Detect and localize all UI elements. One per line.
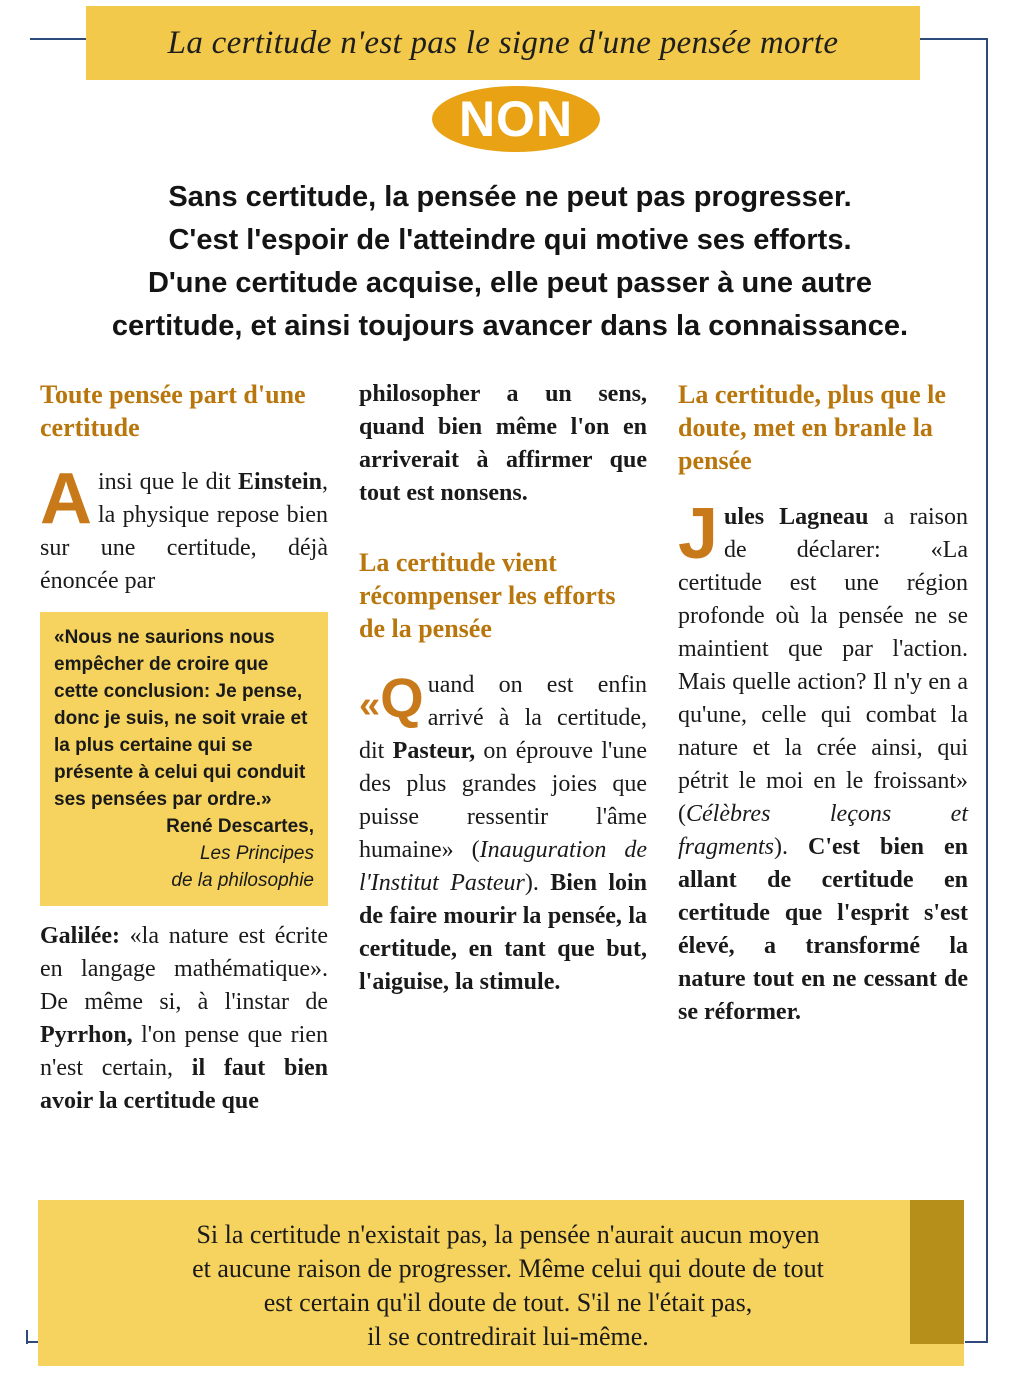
frame-line [986,38,988,1343]
text-run: l'on pense que rien n'est certain, [40,1022,328,1081]
section-heading: Toute pensée part d'une certitude [40,380,306,442]
frame-line [30,38,90,40]
conclusion-box [38,1200,964,1366]
text-run-bold: Galilée: [40,923,120,949]
text-run-italic: Célèbres leçons et fragments [678,801,968,860]
quote-text: «Nous ne saurions nous empêcher de croire que cette conclusion: Je pense, donc je suis, ne soit vraie et la plus certaine qui se présente à celui qui conduit ses pensées par ordre.» [54,627,308,810]
text-run: ). [524,870,551,896]
quote-work: de la philosophie [171,870,314,891]
text-run-bold: Bien loin de faire mourir la pensée, la certitude, en tant que but, l'aiguise, la stimule. [359,870,647,995]
frame-line [920,38,988,40]
conclusion-line: et aucune raison de progresser. Même celui qui doute de tout [192,1254,824,1283]
lead-line: C'est l'espoir de l'atteindre qui motive ses efforts. [168,224,852,256]
text-run-bold: Einstein [237,469,322,495]
lead-line: Sans certitude, la pensée ne peut pas progresser. [168,181,852,213]
text-run: on éprouve l'une des plus grandes joies que puisse ressentir l'âme humaine» ( [359,738,647,863]
conclusion-text [108,1218,908,1354]
drop-cap: A [40,459,92,539]
column-2 [359,378,647,999]
paragraph [678,494,968,1029]
paragraph [359,666,647,999]
text-run-bold: Pasteur, [392,738,476,764]
lead-paragraph [60,176,960,348]
non-badge [432,86,600,152]
decorative-strip [910,1200,964,1344]
text-run: a raison de déclarer: «La certitude est une région profonde où la pensée ne se maintient que par l'action. Mais quelle action? Il n'y en a qu'une, celle qui combat la nature et la crée ainsi, qui pétrit le moi en le froissant» ( [678,504,968,827]
badge-label: NON [458,91,574,147]
lead-line: certitude, et ainsi toujours avancer dans la connaissance. [111,310,909,342]
text-run: ). [774,834,808,860]
title-banner [86,6,920,80]
text-run-bold: C'est bien en allant de certitude en certitude que l'esprit s'est élevé, a transformé la nature tout en ne cessant de se réformer. [678,834,968,1025]
section-heading: La certitude vient récompenser les efforts de la pensée [359,548,616,643]
text-run-bold: Pyrrhon, [40,1022,133,1048]
conclusion-line: il se contredirait lui-même. [367,1322,649,1351]
paragraph [40,459,328,598]
paragraph [40,920,328,1118]
drop-cap [359,666,424,730]
section-heading: La certitude, plus que le doute, met en branle la pensée [678,380,946,475]
text-run: uand on est enfin arrivé à la certitude, dit [359,672,647,764]
text-run-bold: ules Lagneau [724,504,869,530]
page-title: La certitude n'est pas le signe d'une pensée morte [167,24,839,61]
column-3 [678,378,968,1029]
paragraph: philosopher a un sens, quand bien même l'on en arriverait à affirmer que tout est nonsens. [359,381,647,506]
drop-cap-letter: Q [380,666,424,729]
quote-work: Les Principes [199,843,314,864]
text-run-italic: Inauguration de l'Institut Pasteur [359,837,647,896]
text-run: «la nature est écrite en langage mathématique». De même si, à l'instar de [40,923,328,1015]
conclusion-line: est certain qu'il doute de tout. S'il ne l'était pas, [263,1288,753,1317]
column-1 [40,378,328,1118]
lead-line: D'une certitude acquise, elle peut passer à une autre [147,267,873,299]
quote-mark: « [359,684,381,726]
text-run: insi que le dit [98,469,238,495]
frame-line [965,1341,988,1343]
text-run: , la physique repose bien sur une certitude, déjà énoncée par [40,469,328,594]
quote-author: René Descartes, [166,816,314,837]
text-run-bold: il faut bien avoir la certitude que [40,1055,328,1114]
frame-line [26,1330,28,1344]
conclusion-line: Si la certitude n'existait pas, la pensée n'aurait aucun moyen [196,1220,820,1249]
descartes-quote-box [40,612,328,906]
drop-cap: J [678,494,719,574]
